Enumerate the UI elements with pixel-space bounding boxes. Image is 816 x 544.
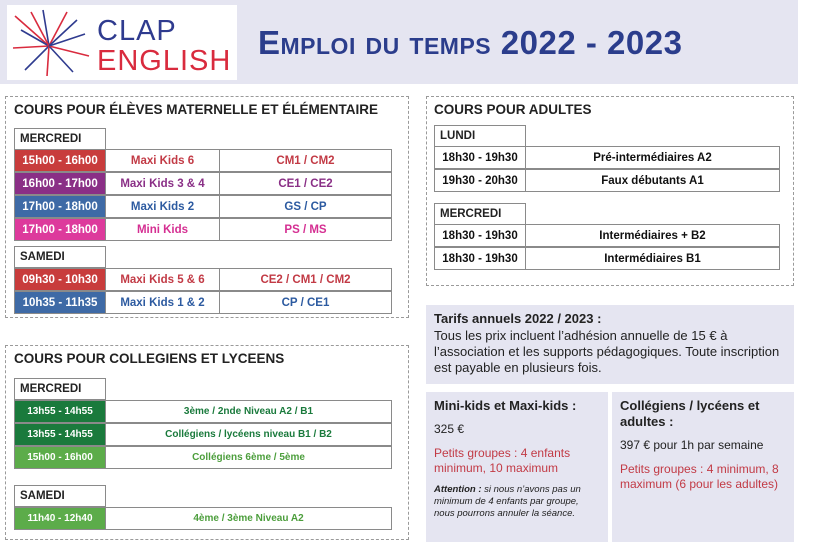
college-day-samedi: SAMEDI <box>14 485 106 507</box>
logo-text-english: ENGLISH <box>97 45 232 77</box>
tarifs-box <box>426 305 794 384</box>
level-cell: PS / MS <box>219 218 392 241</box>
tarifs-title: Tarifs annuels 2022 / 2023 : <box>434 311 602 326</box>
level-cell: Pré-intermédiaires A2 <box>525 146 780 169</box>
firework-logo-icon <box>11 8 93 78</box>
kids-groups: Petits groupes : 4 enfants minimum, 10 maximum <box>434 446 571 475</box>
time-cell: 17h00 - 18h00 <box>14 218 106 241</box>
level-cell: Faux débutants A1 <box>525 169 780 192</box>
time-cell: 17h00 - 18h00 <box>14 195 106 218</box>
time-cell: 13h55 - 14h55 <box>14 400 106 423</box>
course-cell: Maxi Kids 3 & 4 <box>105 172 220 195</box>
time-cell: 15h00 - 16h00 <box>14 446 106 469</box>
time-cell: 18h30 - 19h30 <box>434 146 526 169</box>
course-cell: Maxi Kids 6 <box>105 149 220 172</box>
tarifs-text: Tous les prix incluent l’adhésion annuelle de 15 € à l’association et les supports pédagogiques. Toute inscription est payable en plusieurs fois. <box>434 328 780 375</box>
level-cell: Intermédiaires + B2 <box>525 224 780 247</box>
level-cell: CE1 / CE2 <box>219 172 392 195</box>
time-cell: 13h55 - 14h55 <box>14 423 106 446</box>
college-panel-title: COURS POUR COLLEGIENS ET LYCEENS <box>14 351 285 366</box>
kids-price-title: Mini-kids et Maxi-kids : <box>434 398 577 413</box>
time-cell: 18h30 - 19h30 <box>434 224 526 247</box>
level-cell: CM1 / CM2 <box>219 149 392 172</box>
adults-day-lundi: LUNDI <box>434 125 526 147</box>
kids-price-box <box>426 392 608 542</box>
page-title: Emploi du temps 2022 - 2023 <box>258 24 683 61</box>
course-cell: Maxi Kids 5 & 6 <box>105 268 220 291</box>
time-cell: 18h30 - 19h30 <box>434 247 526 270</box>
college-day-mercredi: MERCREDI <box>14 378 106 400</box>
time-cell: 10h35 - 11h35 <box>14 291 106 314</box>
adults-day-mercredi: MERCREDI <box>434 203 526 225</box>
course-cell: Maxi Kids 1 & 2 <box>105 291 220 314</box>
time-cell: 09h30 - 10h30 <box>14 268 106 291</box>
adults-price-title: Collégiens / lycéens et adultes : <box>620 398 760 429</box>
kids-panel-title: COURS POUR ÉLÈVES MATERNELLE ET ÉLÉMENTAIRE <box>14 102 379 117</box>
kids-day-samedi: SAMEDI <box>14 246 106 268</box>
time-cell: 11h40 - 12h40 <box>14 507 106 530</box>
level-cell: Collégiens 6ème / 5ème <box>105 446 392 469</box>
adults-groups: Petits groupes : 4 minimum, 8 maximum (6 pour les adultes) <box>620 462 779 491</box>
adults-price-box <box>612 392 794 542</box>
kids-day-mercredi: MERCREDI <box>14 128 106 150</box>
kids-price: 325 € <box>434 422 465 436</box>
level-cell: Intermédiaires B1 <box>525 247 780 270</box>
logo-text-clap: CLAP <box>97 15 177 47</box>
level-cell: 3ème / 2nde Niveau A2 / B1 <box>105 400 392 423</box>
level-cell: CP / CE1 <box>219 291 392 314</box>
adults-price: 397 € pour 1h par semaine <box>620 438 764 452</box>
level-cell: Collégiens / lycéens niveau B1 / B2 <box>105 423 392 446</box>
adults-panel-title: COURS POUR ADULTES <box>434 102 592 117</box>
level-cell: 4ème / 3ème Niveau A2 <box>105 507 392 530</box>
time-cell: 15h00 - 16h00 <box>14 149 106 172</box>
level-cell: CE2 / CM1 / CM2 <box>219 268 392 291</box>
kids-note <box>434 484 600 520</box>
level-cell: GS / CP <box>219 195 392 218</box>
time-cell: 19h30 - 20h30 <box>434 169 526 192</box>
note-label: Attention : <box>434 484 482 495</box>
course-cell: Mini Kids <box>105 218 220 241</box>
logo <box>7 5 237 80</box>
time-cell: 16h00 - 17h00 <box>14 172 106 195</box>
course-cell: Maxi Kids 2 <box>105 195 220 218</box>
header-banner <box>0 0 798 84</box>
note-text: si nous n’avons pas un minimum de 4 enfants par groupe, nous pourrons annuler la séance. <box>434 484 581 519</box>
